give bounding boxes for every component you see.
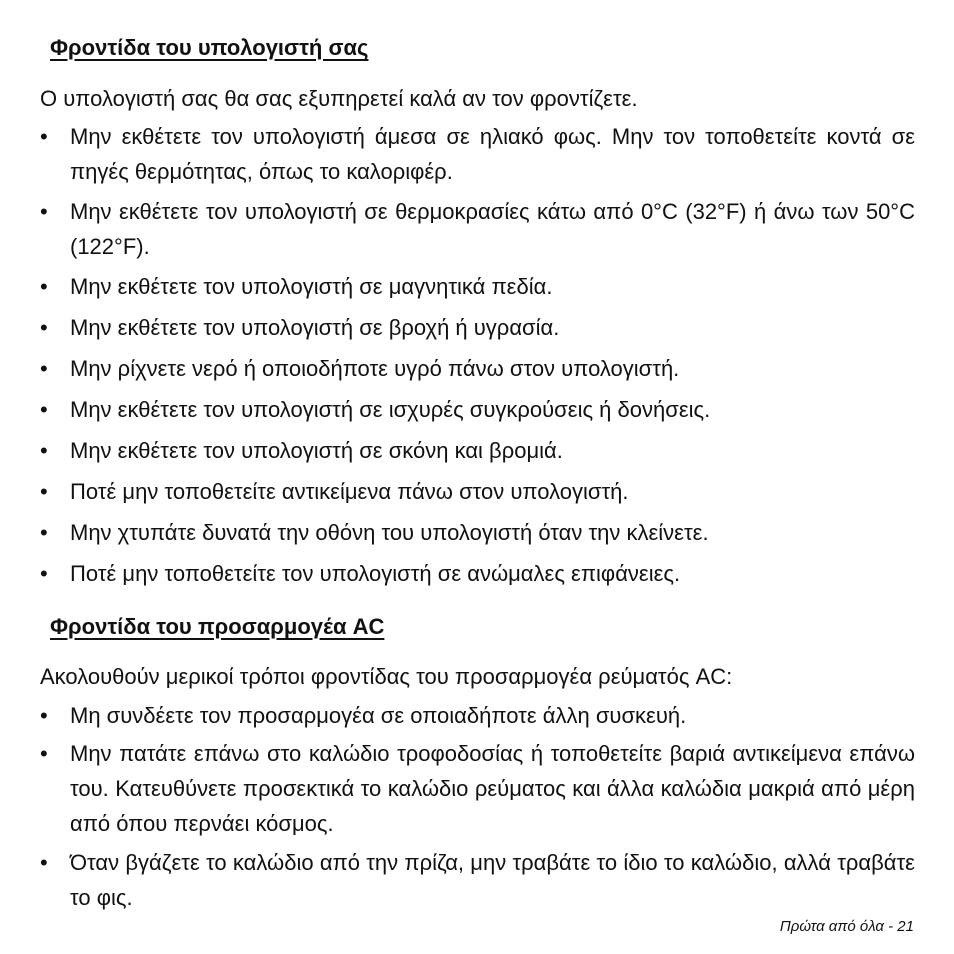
bullet-icon: • xyxy=(40,438,48,463)
list-item-text: Μην εκθέτετε τον υπολογιστή σε σκόνη και βρομιά. xyxy=(70,438,563,463)
bullet-icon: • xyxy=(40,124,48,149)
list-item-text: Ποτέ μην τοποθετείτε τον υπολογιστή σε ανώμαλες επιφάνειες. xyxy=(70,561,681,586)
bullet-icon: • xyxy=(40,479,48,504)
list-item-text: Μην εκθέτετε τον υπολογιστή σε μαγνητικά πεδία. xyxy=(70,274,553,299)
bullet-icon: • xyxy=(40,703,48,728)
page-footer: Πρώτα από όλα - 21 xyxy=(779,918,914,935)
bullet-icon: • xyxy=(40,397,48,422)
bullet-list-computer-care xyxy=(40,119,915,591)
list-item xyxy=(40,845,915,915)
list-item-text: Μη συνδέετε τον προσαρμογέα σε οποιαδήποτε άλλη συσκευή. xyxy=(70,703,687,728)
bullet-icon: • xyxy=(40,315,48,340)
section-intro-ac-adapter-care: Ακολουθούν μερικοί τρόποι φροντίδας του προσαρμογέα ρεύματός AC: xyxy=(40,664,733,689)
section-heading-computer-care: Φροντίδα του υπολογιστή σας xyxy=(50,35,369,60)
bullet-icon: • xyxy=(40,520,48,545)
list-item-text: Όταν βγάζετε το καλώδιο από την πρίζα, μην τραβάτε το ίδιο το καλώδιο, αλλά τραβάτε το φις. xyxy=(70,850,915,910)
bullet-icon: • xyxy=(40,850,48,875)
list-item-text: Μην εκθέτετε τον υπολογιστή σε ισχυρές συγκρούσεις ή δονήσεις. xyxy=(70,397,711,422)
list-item-text: Μην ρίχνετε νερό ή οποιοδήποτε υγρό πάνω στον υπολογιστή. xyxy=(70,356,680,381)
list-item xyxy=(40,310,915,345)
list-item xyxy=(40,474,915,509)
bullet-list-ac-adapter-care xyxy=(40,698,915,915)
bullet-icon: • xyxy=(40,274,48,299)
list-item xyxy=(40,515,915,550)
list-item-text: Μην εκθέτετε τον υπολογιστή άμεσα σε ηλιακό φως. Μην τον τοποθετείτε κοντά σε πηγές θερμότητας, όπως το καλοριφέρ. xyxy=(70,124,915,184)
bullet-icon: • xyxy=(40,561,48,586)
list-item-text: Μην πατάτε επάνω στο καλώδιο τροφοδοσίας ή τοποθετείτε βαριά αντικείμενα επάνω του. Κατευθύνετε προσεκτικά το καλώδιο ρεύματος και άλλα καλώδια μακριά από μέρη από όπου περνάει κόσμος. xyxy=(70,741,915,836)
list-item-text: Μην εκθέτετε τον υπολογιστή σε θερμοκρασίες κάτω από 0°C (32°F) ή άνω των 50°C (122°F). xyxy=(70,199,915,259)
bullet-icon: • xyxy=(40,199,48,224)
list-item xyxy=(40,194,915,264)
list-item xyxy=(40,392,915,427)
list-item xyxy=(40,351,915,386)
section-heading-ac-adapter-care: Φροντίδα του προσαρμογέα AC xyxy=(50,614,385,639)
list-item xyxy=(40,433,915,468)
bullet-icon: • xyxy=(40,741,48,766)
bullet-icon: • xyxy=(40,356,48,381)
list-item-text: Μην εκθέτετε τον υπολογιστή σε βροχή ή υγρασία. xyxy=(70,315,560,340)
list-item xyxy=(40,269,915,304)
list-item-text: Ποτέ μην τοποθετείτε αντικείμενα πάνω στον υπολογιστή. xyxy=(70,479,629,504)
list-item xyxy=(40,119,915,189)
section-intro-computer-care: Ο υπολογιστή σας θα σας εξυπηρετεί καλά αν τον φροντίζετε. xyxy=(40,86,638,111)
list-item xyxy=(40,698,915,733)
list-item xyxy=(40,736,915,841)
list-item-text: Μην χτυπάτε δυνατά την οθόνη του υπολογιστή όταν την κλείνετε. xyxy=(70,520,709,545)
list-item xyxy=(40,556,915,591)
